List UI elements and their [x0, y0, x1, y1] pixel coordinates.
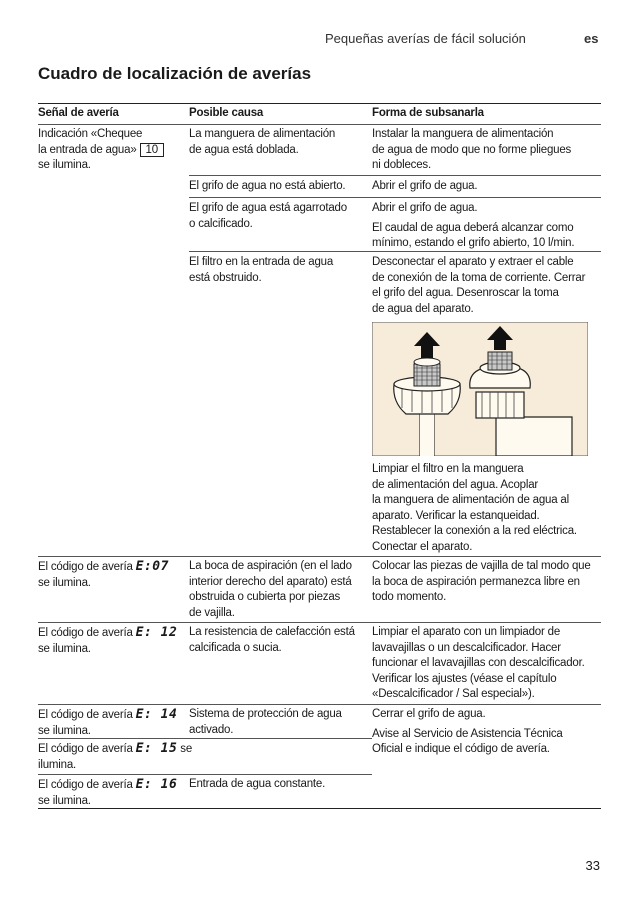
- signal-e15: El código de avería E: 15 se ilumina.: [38, 741, 193, 771]
- signal-e12: El código de avería E: 12 se ilumina.: [38, 625, 178, 655]
- error-code-e16: E: 16: [135, 777, 178, 792]
- running-header: Pequeñas averías de fácil solución: [325, 31, 526, 46]
- col-header-cause: Posible causa: [189, 107, 264, 119]
- error-code-e15: E: 15: [135, 741, 178, 756]
- cause-e12: La resistencia de calefacción está calcificada o sucia.: [189, 626, 355, 654]
- table-bottom-rule: [38, 808, 601, 809]
- signal-e16: El código de avería E: 16 se ilumina.: [38, 777, 178, 807]
- error-code-e14: E: 14: [135, 707, 178, 722]
- cause-filter-blocked: El filtro en la entrada de agua está obstruido.: [189, 256, 334, 284]
- cause-e16: Entrada de agua constante.: [189, 778, 326, 790]
- cause-tap-closed: El grifo de agua no está abierto.: [189, 180, 346, 192]
- cause-hose-kinked: La manguera de alimentación de agua está doblada.: [189, 128, 336, 156]
- row-rule: [38, 556, 601, 557]
- display-code-10: 10: [140, 143, 164, 157]
- filter-removal-illustration: [372, 322, 588, 456]
- row-rule: [38, 622, 601, 623]
- cause-tap-stuck: El grifo de agua está agarrotado o calcificado.: [189, 202, 347, 230]
- row-rule: [38, 704, 601, 705]
- col-header-fix: Forma de subsanarla: [372, 107, 484, 119]
- signal-e07: El código de avería E:07 se ilumina.: [38, 559, 169, 589]
- signal-water-inlet: Indicación «Chequee la entrada de agua» 10 se ilumina.: [38, 127, 178, 174]
- signal-e14: El código de avería E: 14 se ilumina.: [38, 707, 178, 737]
- error-code-e07: E:07: [135, 559, 169, 574]
- fix-filter-steps: Desconectar el aparato y extraer el cable de conexión de la toma de corriente. Cerrar el grifo del agua. Desenroscar la toma de agua del aparato.: [372, 256, 586, 315]
- fix-hose-kinked: Instalar la manguera de alimentación de agua de modo que no forme pliegues ni dobleces.: [372, 128, 572, 171]
- table-top-rule: [38, 103, 601, 104]
- page-number: 33: [585, 858, 600, 873]
- row-rule: [38, 738, 372, 739]
- fix-e07: Colocar las piezas de vajilla de tal modo que la boca de aspiración permanezca libre en todo momento.: [372, 560, 591, 603]
- fix-tap-closed: Abrir el grifo de agua.: [372, 180, 478, 192]
- row-rule: [189, 197, 601, 198]
- cause-e07: La boca de aspiración (en el lado interior derecho del aparato) está obstruida o cubierta por piezas de vajilla.: [189, 560, 352, 619]
- row-rule: [38, 774, 372, 775]
- error-code-e12: E: 12: [135, 625, 178, 640]
- fix-e14-e15-e16: Cerrar el grifo de agua. Avise al Servicio de Asistencia Técnica Oficial e indique el código de avería.: [372, 708, 563, 755]
- col-header-signal: Señal de avería: [38, 107, 119, 119]
- cause-e14: Sistema de protección de agua activado.: [189, 708, 342, 736]
- table-header-rule: [38, 124, 601, 125]
- row-rule: [189, 175, 601, 176]
- page-title: Cuadro de localización de averías: [38, 64, 312, 83]
- language-tag: es: [584, 31, 599, 46]
- fix-tap-stuck: Abrir el grifo de agua. El caudal de agua deberá alcanzar como mínimo, estando el grifo abierto, 10 l/min.: [372, 202, 575, 249]
- row-rule: [189, 251, 601, 252]
- fix-e12: Limpiar el aparato con un limpiador de lavavajillas o un descalcificador. Hacer funcionar el lavavajillas con descalcificador. Verificar los ajustes (véase el capítulo «Descalcificador / Sal especial»).: [372, 626, 585, 700]
- fix-filter-clean: Limpiar el filtro en la manguera de alimentación del agua. Acoplar la manguera de alimentación de agua al aparato. Verificar la estanqueidad. Restablecer la conexión a la red eléctrica. Conectar el aparato.: [372, 463, 577, 553]
